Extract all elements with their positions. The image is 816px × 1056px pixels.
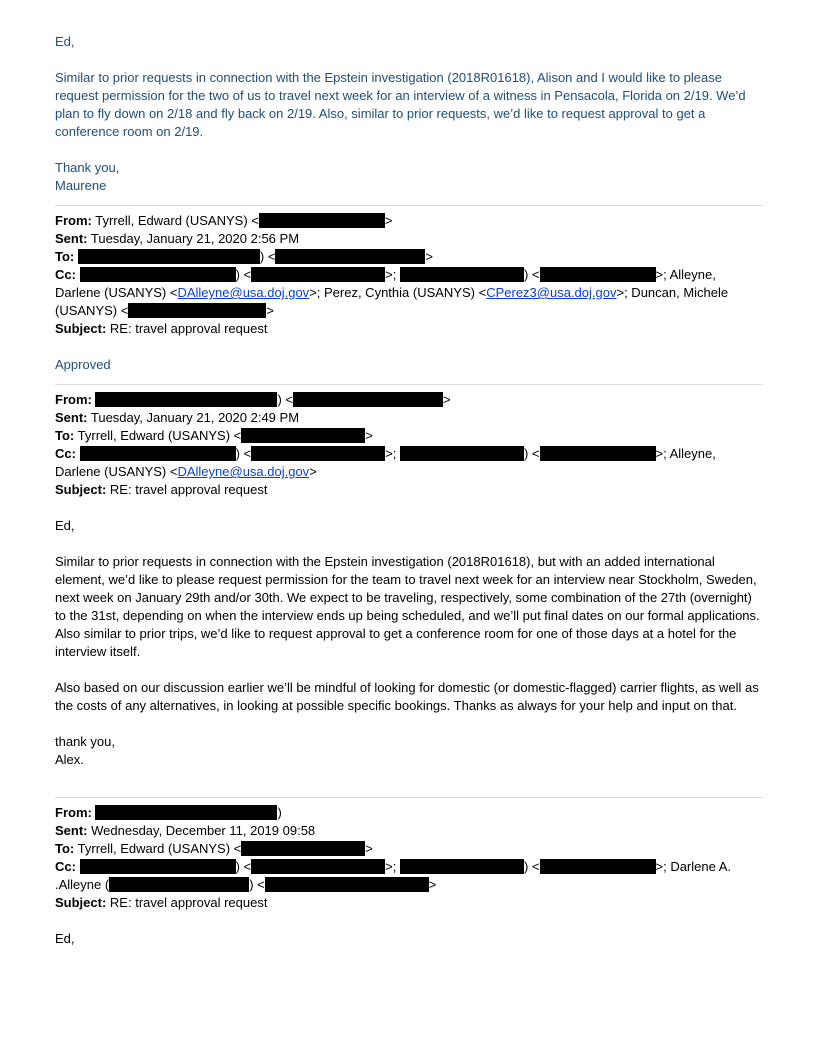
closing: Thank you, — [55, 160, 120, 175]
redaction — [265, 877, 429, 892]
redaction — [78, 249, 260, 264]
divider — [55, 205, 763, 206]
email-thread — [55, 33, 763, 948]
header-cc-cont: Darlene (USANYS) <DAlleyne@usa.doj.gov>; Perez, Cynthia (USANYS) <CPerez3@usa.doj.gov>; Duncan, Michele — [55, 285, 729, 300]
redaction — [109, 877, 249, 892]
header-to: To: Tyrrell, Edward (USANYS) < > — [55, 428, 373, 443]
redaction — [400, 267, 524, 282]
header-cc-cont: Darlene (USANYS) <DAlleyne@usa.doj.gov> — [55, 464, 317, 479]
header-sent: Sent: Wednesday, December 11, 2019 09:58 — [55, 823, 316, 838]
divider — [55, 797, 763, 798]
redaction — [241, 841, 365, 856]
redaction — [259, 213, 385, 228]
greeting: Ed, — [55, 34, 75, 49]
header-cc: Cc: ) < >; ) < >; Alleyne, — [55, 446, 716, 461]
email-link[interactable]: DAlleyne@usa.doj.gov — [177, 285, 310, 300]
header-sent: Sent: Tuesday, January 21, 2020 2:56 PM — [55, 231, 300, 246]
signature: Maurene — [55, 178, 107, 193]
header-cc: Cc: ) < >; ) < >; Darlene A. — [55, 859, 732, 874]
header-from: From: ) < > — [55, 392, 451, 407]
email-link[interactable]: DAlleyne@usa.doj.gov — [177, 464, 310, 479]
redaction — [400, 446, 524, 461]
redaction — [251, 446, 385, 461]
redaction — [540, 859, 656, 874]
email-link[interactable]: CPerez3@usa.doj.gov — [486, 285, 617, 300]
redaction — [241, 428, 365, 443]
greeting: Ed, — [55, 931, 75, 946]
header-from: From: Tyrrell, Edward (USANYS) < > — [55, 213, 393, 228]
redaction — [540, 267, 656, 282]
redaction — [80, 267, 236, 282]
redaction — [251, 267, 385, 282]
signature: Alex. — [55, 752, 84, 767]
header-subject: Subject: RE: travel approval request — [55, 895, 268, 910]
redaction — [275, 249, 425, 264]
header-subject: Subject: RE: travel approval request — [55, 482, 268, 497]
message-body: Approved — [55, 357, 111, 372]
message-paragraph: Similar to prior requests in connection with the Epstein investigation (2018R01618), but with an added international element, we’d like to please request permission for the team to travel next week for an interview near Stockholm, Sweden, next week on January 29th and/or 30th. We expect to be traveling, respectively, some combination of the 27th (overnight) to the 31st, depending on when the interview ends up being scheduled, and we’ll put final dates on our formal applications. Also similar to prior trips, we’d like to request approval to get a conference room for one of those days at a hotel for the interview itself. — [55, 554, 760, 659]
redaction — [540, 446, 656, 461]
header-sent: Sent: Tuesday, January 21, 2020 2:49 PM — [55, 410, 300, 425]
header-subject: Subject: RE: travel approval request — [55, 321, 268, 336]
header-from: From: ) — [55, 805, 282, 820]
message-body: Similar to prior requests in connection with the Epstein investigation (2018R01618), Alison and I would like to please request permission for the two of us to travel next week for an interview of a witness in Pensacola, Florida on 2/19. We’d plan to fly down on 2/18 and fly back on 2/19. Also, similar to prior requests, we’d like to request approval to get a conference room on 2/19. — [55, 70, 746, 139]
header-cc: Cc: ) < >; ) < >; Alleyne, — [55, 267, 716, 282]
header-cc-cont: (USANYS) < > — [55, 303, 274, 318]
message-paragraph: Also based on our discussion earlier we’ll be mindful of looking for domestic (or domestic-flagged) carrier flights, as well as the costs of any alternatives, in looking at possible specific bookings. Thanks as always for your help and input on that. — [55, 680, 759, 713]
redaction — [400, 859, 524, 874]
divider — [55, 384, 763, 385]
redaction — [80, 446, 236, 461]
redaction — [128, 303, 266, 318]
closing: thank you, — [55, 734, 115, 749]
greeting: Ed, — [55, 518, 75, 533]
redaction — [95, 392, 277, 407]
redaction — [293, 392, 443, 407]
header-to: To: Tyrrell, Edward (USANYS) < > — [55, 841, 373, 856]
header-to: To: ) < > — [55, 249, 434, 264]
header-cc-cont: .Alleyne ( ) < > — [55, 877, 437, 892]
redaction — [251, 859, 385, 874]
redaction — [95, 805, 277, 820]
redaction — [80, 859, 236, 874]
